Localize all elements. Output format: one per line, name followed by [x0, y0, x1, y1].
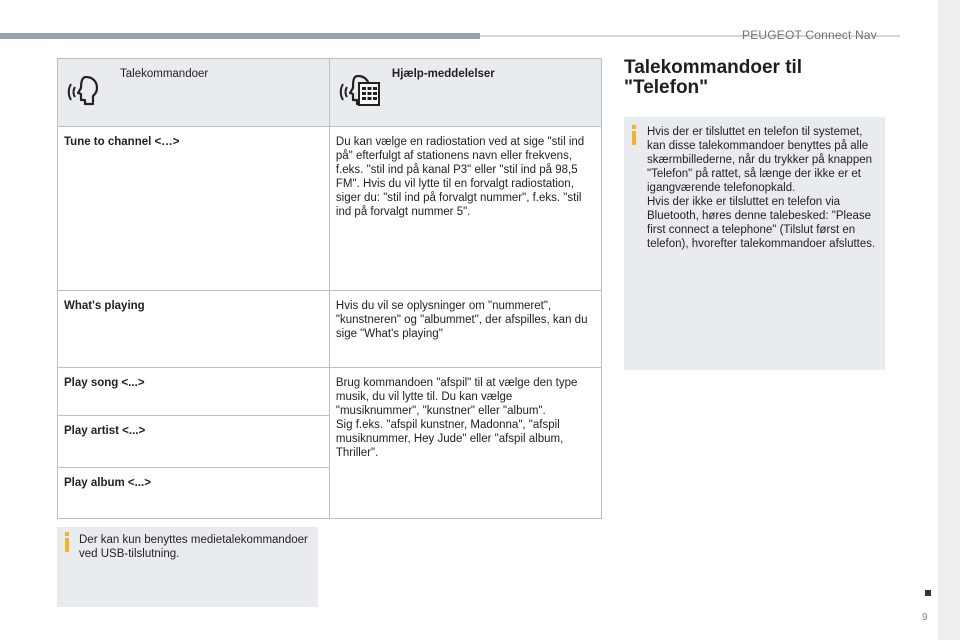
table-row — [58, 368, 602, 416]
info-icon — [632, 125, 636, 129]
table-header-row — [58, 59, 602, 127]
header-title: PEUGEOT Connect Nav — [742, 28, 877, 42]
info-icon-bar — [632, 131, 636, 145]
command-cell: Play artist <...> — [58, 416, 330, 468]
command-cell: What's playing — [58, 291, 330, 368]
voice-speaking-icon — [66, 73, 100, 111]
end-marker — [925, 590, 931, 596]
description-cell: Brug kommandoen "afspil" til at vælge den type musik, du vil lytte til. Du kan vælge "musiknummer", "kunstner" eller "album". Sig f.eks. "afspil kunstner, Madonna", "afspil musiknummer, Hey Jude" eller "afspil album, Thriller". — [329, 368, 601, 519]
side-strip — [938, 0, 960, 640]
page-number: 9 — [922, 612, 928, 623]
voice-command-table — [57, 58, 602, 519]
command-cell: Tune to channel <…> — [58, 127, 330, 291]
info-icon-bar — [65, 538, 69, 552]
command-cell: Play song <...> — [58, 368, 330, 416]
table-row — [58, 127, 602, 291]
voice-help-screen-icon — [338, 73, 380, 113]
header-cell-help — [329, 59, 601, 127]
usb-note-text: Der kan kun benyttes medietalekommandoer ved USB-tilslutning. — [79, 534, 308, 560]
header-cell-commands — [58, 59, 330, 127]
command-cell: Play album <...> — [58, 468, 330, 519]
description-cell: Du kan vælge en radiostation ved at sige "stil ind på" efterfulgt af stationens navn eller frekvens, f.eks. "stil ind på kanal P3" eller "stil ind på 98,5 FM". Hvis du vil lytte til en forvalgt radiostation, siger du: "stil ind på forvalgt nummer", f.eks. "stil ind på forvalgt nummer 5". — [329, 127, 601, 291]
header-bar — [0, 33, 480, 39]
section-title: Talekommandoer til "Telefon" — [624, 57, 803, 98]
info-icon — [65, 532, 69, 536]
telephone-info-box — [624, 117, 885, 370]
col-header-help: Hjælp-meddelelser — [391, 68, 495, 80]
usb-note-box — [57, 527, 318, 607]
telephone-info-text: Hvis der er tilsluttet en telefon til systemet, kan disse talekommandoer benyttes på alle skærmbillederne, når du trykker på knappen "Telefon" på rattet, så længe der ikke er et igangværende telefonopkald. Hvis der ikke er tilsluttet en telefon via Bluetooth, høres denne talebesked: "Please first connect a telephone" (Tilslut først en telefon), hvorefter talekommandoer afsluttes. — [647, 126, 876, 250]
table-row — [58, 291, 602, 368]
description-cell: Hvis du vil se oplysninger om "nummeret", "kunstneren" og "albummet", der afspilles, kan du sige "What's playing" — [329, 291, 601, 368]
col-header-commands: Talekommandoer — [120, 68, 209, 80]
